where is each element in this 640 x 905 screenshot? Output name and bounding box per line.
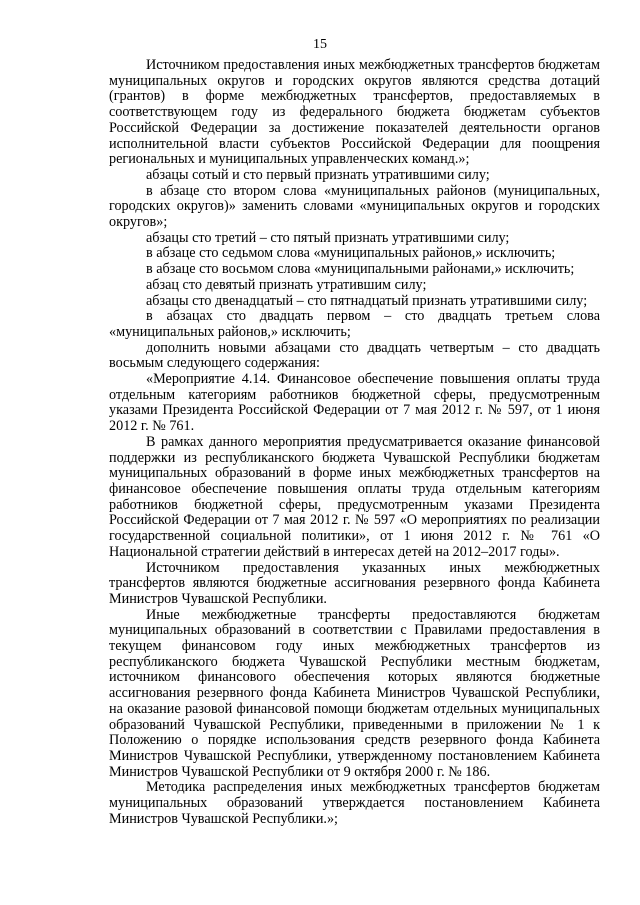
paragraph-amendment-112-115: абзацы сто двенадцатый – сто пятнадцатый признать утратившими силу;: [146, 292, 588, 309]
paragraph-amendment-107: в абзаце сто седьмом слова «муниципальных районов,» исключить;: [146, 245, 556, 262]
paragraph-amendment-109: абзац сто девятый признать утратившим силу;: [146, 276, 427, 293]
document-body: [109, 58, 600, 827]
paragraph-amendment-103-105: абзацы сто третий – сто пятый признать утратившими силу;: [146, 229, 510, 246]
paragraph-funding-source-dotations: Источником предоставления иных межбюджетных трансфертов бюджетам муниципальных округов и городских округов являются средства дотаций (грантов) в форме межбюджетных трансфертов, предоставляемых в соответствующем году из федерального бюджета бюджетам субъектов Российской Федерации за достижение показателей деятельности органов исполнительной власти субъектов Российской Федерации для поощрения региональных и муниципальных управленческих команд.»;: [109, 57, 600, 168]
paragraph-reserve-fund-source: Источником предоставления указанных иных межбюджетных трансфертов являются бюджетные ассигнования резервного фонда Кабинета Министров Чувашской Республики.: [109, 559, 600, 607]
paragraph-measure-description: В рамках данного мероприятия предусматривается оказание финансовой поддержки из республиканского бюджета Чувашской Республики бюджетам муниципальных образований в форме иных межбюджетных трансфертов на финансовое обеспечение повышения оплаты труда отдельным категориям работников бюджетной сферы, предусмотренным указами Президента Российской Федерации от 7 мая 2012 г. № 597 «О мероприятиях по реализации государственной социальной политики», от 1 июня 2012 г. № 761 «О Национальной стратегии действий в интересах детей на 2012–2017 годы».: [109, 433, 600, 560]
paragraph-add-new-124-128: дополнить новыми абзацами сто двадцать четвертым – сто двадцать восьмым следующего содержания:: [109, 339, 600, 372]
paragraph-amendment-100-101: абзацы сотый и сто первый признать утратившими силу;: [146, 166, 490, 183]
paragraph-measure-4-14: «Мероприятие 4.14. Финансовое обеспечение повышения оплаты труда отдельным категориям работников бюджетной сферы, предусмотренным указами Президента Российской Федерации от 7 мая 2012 г. № 597, от 1 июня 2012 г. № 761.: [109, 371, 600, 435]
paragraph-amendment-108: в абзаце сто восьмом слова «муниципальными районами,» исключить;: [146, 261, 575, 278]
page-number: 15: [313, 37, 327, 52]
paragraph-distribution-method: Методика распределения иных межбюджетных трансфертов бюджетам муниципальных образований утверждается постановлением Кабинета Министров Чувашской Республики.»;: [109, 779, 600, 827]
paragraph-amendment-102: в абзаце сто втором слова «муниципальных районов (муниципальных, городских округов)» заменить словами «муниципальных округов и городских округов»;: [109, 182, 600, 231]
paragraph-transfer-rules: Иные межбюджетные трансферты предоставляются бюджетам муниципальных образований в соответствии с Правилами предоставления в текущем финансовом году иных межбюджетных трансфертов из республиканского бюджета Чувашской Республики местным бюджетам, источником финансового обеспечения которых являются бюджетные ассигнования резервного фонда Кабинета Министров Чувашской Республики, на оказание разовой финансовой помощи бюджетам отдельных муниципальных образований Чувашской Республики, приведенными в приложении № 1 к Положению о порядке использования средств резервного фонда Кабинета Министров Чувашской Республики, утвержденному постановлением Кабинета Министров Чувашской Республики от 9 октября 2000 г. № 186.: [109, 606, 600, 780]
paragraph-amendment-121-123: в абзацах сто двадцать первом – сто двадцать третьем слова «муниципальных районов,» исключить;: [109, 308, 600, 340]
